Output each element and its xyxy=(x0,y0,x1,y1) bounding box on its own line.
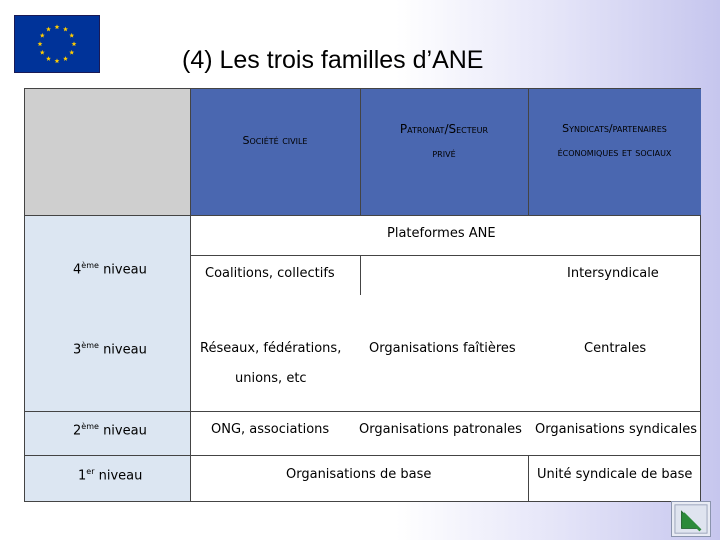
cell-intersyndicale: Intersyndicale xyxy=(567,266,659,281)
level-1-number: 1 xyxy=(78,468,87,484)
eu-star xyxy=(72,41,77,46)
cell-centrales: Centrales xyxy=(584,341,647,356)
cell-ong: ONG, associations xyxy=(211,422,330,437)
plateformes-label: Plateformes ANE xyxy=(387,226,496,241)
eu-star xyxy=(38,41,43,46)
header-patronat-line1: Patronat/Secteur xyxy=(399,122,489,136)
cell-org-patronales: Organisations patronales xyxy=(359,422,522,437)
header-empty-cell xyxy=(25,89,190,215)
eu-star xyxy=(69,33,74,38)
level-3-label xyxy=(73,341,147,357)
level-4-number: 4 xyxy=(73,262,82,278)
level-4-label xyxy=(73,261,147,277)
header-syndicats-line1: Syndicats/partenaires xyxy=(562,122,667,135)
level-3-word: niveau xyxy=(103,342,147,358)
level-3-number: 3 xyxy=(73,342,82,358)
level-column-upper xyxy=(25,215,190,411)
header-patronat xyxy=(360,89,528,215)
cell-coalitions: Coalitions, collectifs xyxy=(205,266,335,281)
cell-org-syndicales: Organisations syndicales xyxy=(535,422,698,437)
ane-table xyxy=(24,88,701,502)
header-societe-civile xyxy=(190,89,360,215)
eu-star xyxy=(40,50,45,55)
level-2-word: niveau xyxy=(103,423,147,439)
level-1-label xyxy=(78,467,142,483)
eu-star xyxy=(69,50,74,55)
eu-star xyxy=(63,27,68,32)
header-societe-civile-label: Société civile xyxy=(242,134,308,147)
eu-star xyxy=(46,56,51,61)
eu-stars-icon xyxy=(15,16,99,72)
cell-unite-syndicale: Unité syndicale de base xyxy=(537,467,693,482)
eu-star xyxy=(46,27,51,32)
level-3-suffix: ème xyxy=(81,341,99,350)
header-syndicats xyxy=(528,89,701,215)
eu-star xyxy=(55,58,60,63)
level-2-label xyxy=(73,422,147,438)
eu-star xyxy=(40,33,45,38)
header-syndicats-line2: économiques et sociaux xyxy=(557,146,672,159)
level-2-number: 2 xyxy=(73,423,82,439)
cell-org-base: Organisations de base xyxy=(286,467,432,482)
cell-faitieres: Organisations faîtières xyxy=(369,341,516,356)
level-1-suffix: er xyxy=(86,467,95,476)
eu-flag-logo xyxy=(14,15,100,73)
page-title: (4) Les trois familles d’ANE xyxy=(182,46,484,74)
cell-reseaux-line2: unions, etc xyxy=(235,371,307,386)
level-1-word: niveau xyxy=(98,468,143,484)
header-patronat-line2: privé xyxy=(432,146,456,160)
level-2-suffix: ème xyxy=(81,422,99,431)
cell-reseaux-line1: Réseaux, fédérations, xyxy=(200,341,342,356)
level-4-word: niveau xyxy=(103,262,147,278)
back-arrow-icon[interactable] xyxy=(671,501,711,537)
eu-star xyxy=(55,24,60,29)
eu-star xyxy=(63,56,68,61)
level-4-suffix: ème xyxy=(81,261,99,270)
